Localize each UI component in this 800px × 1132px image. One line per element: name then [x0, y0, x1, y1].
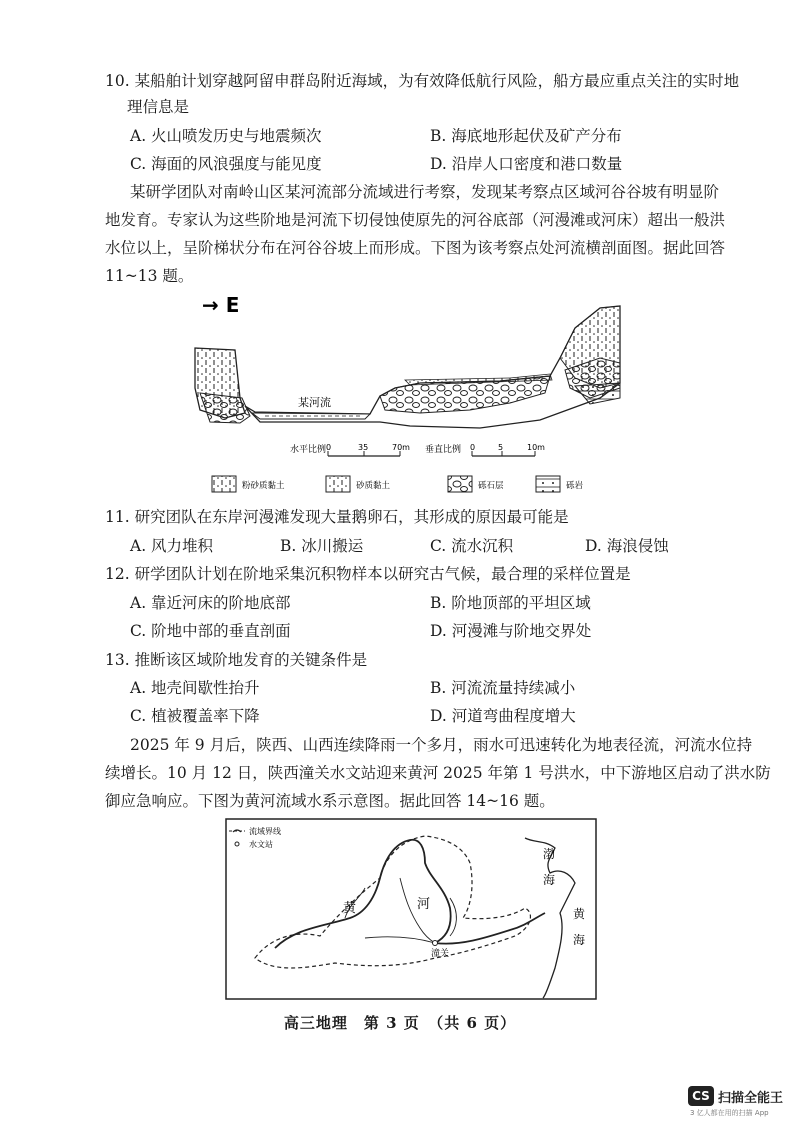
q13-option-a: A. 地壳间歇性抬升 [130, 679, 260, 697]
v-scale-tick-2: 10m [527, 443, 545, 452]
q12-option-c: C. 阶地中部的垂直剖面 [130, 622, 291, 640]
q12-option-d: D. 河漫滩与阶地交界处 [430, 622, 592, 640]
q11-stem: 11. 研究团队在东岸河漫滩发现大量鹅卵石，其形成的原因最可能是 [105, 508, 569, 526]
bohai-label-2: 海 [543, 873, 556, 887]
west-bank-gravel [200, 393, 250, 423]
q11-option-b: B. 冰川搬运 [280, 537, 364, 555]
legend-gravel-swatch [448, 476, 472, 492]
q10-option-d: D. 沿岸人口密度和港口数量 [430, 155, 623, 173]
passage1-line4: 11~13 题。 [105, 267, 194, 285]
q10-stem-line1: 10. 某船舶计划穿越阿留申群岛附近海域，为有效降低航行风险，船方最应重点关注的实时地 [105, 72, 740, 90]
legend-conglomerate-label: 砾岩 [566, 481, 584, 491]
cs-logo-icon: CS [688, 1086, 714, 1106]
v-scale-label: 垂直比例 [425, 445, 462, 455]
legend-station-label: 水文站 [249, 840, 273, 849]
brand-tagline: 3 亿人都在用的扫描 App [690, 1109, 769, 1117]
q11-option-a: A. 风力堆积 [130, 537, 214, 555]
river-label: 某河流 [298, 396, 331, 409]
q10-option-a: A. 火山喷发历史与地震频次 [130, 127, 322, 145]
huang-label: 黄 [343, 901, 357, 916]
legend-conglomerate-swatch [536, 476, 560, 492]
yellow-sea-label-2: 海 [573, 933, 586, 947]
h-scale-label: 水平比例 [290, 445, 327, 455]
map-frame [226, 819, 596, 999]
yellow-river-basin-map [225, 818, 597, 1000]
legend-gravel-label: 砾石层 [478, 481, 504, 491]
q11-option-d: D. 海浪侵蚀 [585, 537, 669, 555]
passage2-line1: 2025 年 9 月后，陕西、山西连续降雨一个多月，雨水可迅速转化为地表径流，河流水位持 [130, 736, 753, 754]
q12-option-b: B. 阶地顶部的平坦区域 [430, 594, 591, 612]
q13-option-d: D. 河道弯曲程度增大 [430, 707, 576, 725]
legend-silty-clay-swatch [212, 476, 236, 492]
tongguan-station [433, 941, 438, 946]
passage1-line3: 水位以上，呈阶梯状分布在河谷谷坡上而形成。下图为该考察点处河流横剖面图。据此回答 [105, 239, 726, 257]
page-footer: 高三地理 第 3 页 （共 6 页） [283, 1014, 517, 1032]
passage1-line1: 某研学团队对南岭山区某河流部分流域进行考察，发现某考察点区域河谷谷坡有明显阶 [130, 183, 720, 201]
q10-stem-line2: 理信息是 [127, 98, 190, 116]
q13-option-b: B. 河流流量持续减小 [430, 679, 576, 697]
legend-sandy-clay-label: 砂质黏土 [356, 481, 391, 491]
q13-option-c: C. 植被覆盖率下降 [130, 707, 260, 725]
h-scale-tick-0: 0 [326, 443, 332, 452]
passage2-line2: 续增长。10 月 12 日，陕西潼关水文站迎来黄河 2025 年第 1 号洪水，中下游地区启动了洪水防 [105, 764, 771, 782]
legend-sandy-clay-swatch [326, 476, 350, 492]
passage1-line2: 地发育。专家认为这些阶地是河流下切侵蚀使原先的河谷底部（河漫滩或河床）超出一般洪 [105, 211, 726, 229]
legend-silty-clay-label: 粉砂质黏土 [242, 481, 285, 491]
yellow-sea-label-1: 黄 [573, 907, 586, 921]
q13-stem: 13. 推断该区域阶地发育的关键条件是 [105, 651, 368, 669]
brand-name: 扫描全能王 [718, 1091, 784, 1106]
v-scale-tick-0: 0 [470, 443, 476, 452]
he-label: 河 [417, 897, 431, 912]
passage2-line3: 御应急响应。下图为黄河流域水系示意图。据此回答 14~16 题。 [105, 792, 555, 810]
river-cross-section-figure [180, 288, 640, 503]
v-scale-tick-1: 5 [498, 443, 504, 452]
q11-option-c: C. 流水沉积 [430, 537, 514, 555]
q10-option-c: C. 海面的风浪强度与能见度 [130, 155, 322, 173]
q10-option-b: B. 海底地形起伏及矿产分布 [430, 127, 622, 145]
q12-stem: 12. 研学团队计划在阶地采集沉积物样本以研究古气候，最合理的采样位置是 [105, 565, 631, 583]
east-bank-conglomerate [575, 383, 620, 404]
legend-boundary-label: 流域界线 [249, 827, 281, 836]
h-scale-tick-1: 35 [358, 443, 369, 452]
q12-option-a: A. 靠近河床的阶地底部 [130, 594, 291, 612]
bohai-label-1: 渤 [543, 847, 556, 861]
tongguan-label: 潼关 [431, 949, 450, 959]
h-scale-tick-2: 70m [392, 443, 410, 452]
direction-east-label: → E [202, 293, 240, 317]
